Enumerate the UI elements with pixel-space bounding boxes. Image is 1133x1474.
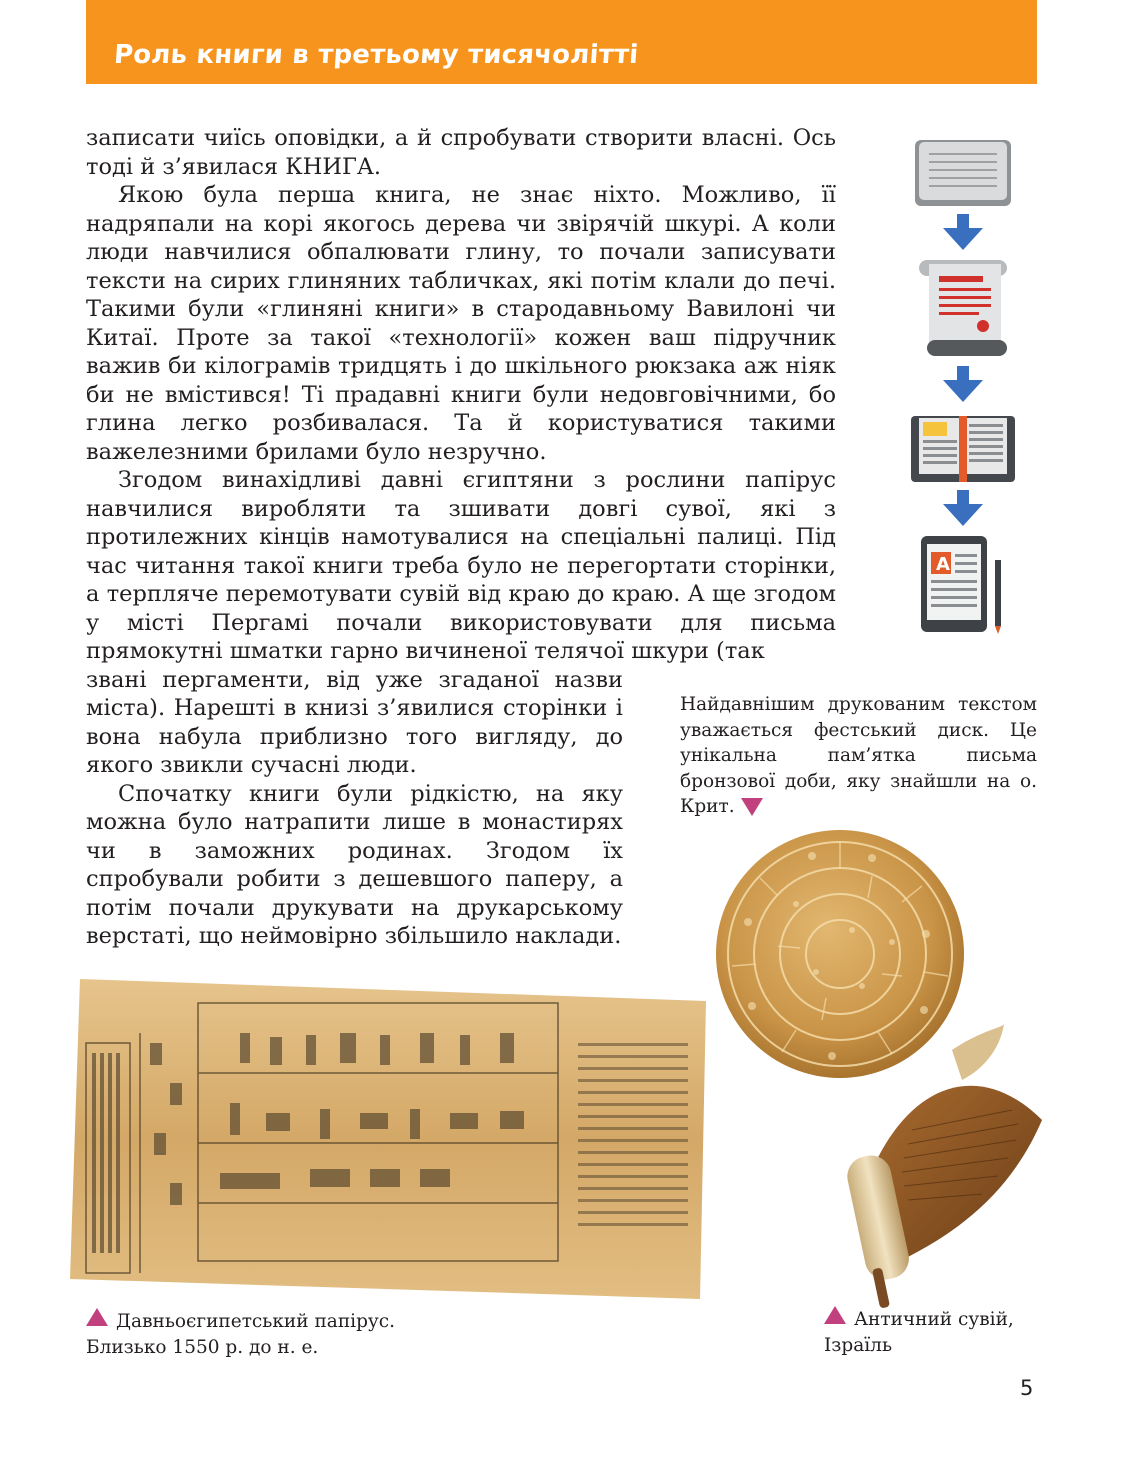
ancient-scroll-image [832,1020,1057,1310]
scroll-caption-line1: Античний сувій, [854,1309,1014,1330]
page-number: 5 [1020,1376,1034,1400]
ereader-icon [921,536,1001,634]
scroll-caption [824,1306,1014,1358]
egyptian-papyrus-image [70,973,706,1303]
chapter-title: Роль книги в третьому тисячолітті [112,40,640,70]
paragraph-1: записати чиїсь оповідки, а й спробувати створити власні. Ось тоді й з’явилася КНИГА. [86,125,836,180]
open-book-icon [911,416,1015,482]
pointer-up-icon [824,1306,846,1324]
papyrus-caption [86,1308,395,1360]
scroll-caption-line2: Ізраїль [824,1334,893,1356]
disk-caption [680,692,1037,820]
paragraph-2: Якою була перша книга, не знає ніхто. Можливо, її надряпали на корі якогось дерева чи звірячій шкурі. А коли люди навчилися обпалювати глину, то почали записувати тексти на сирих глиняних табличках, які потім клали до печі. Такими були «глиняні книги» в стародавньому Вавилоні чи Китаї. Проте за такої «технології» кожен ваш підручник важив би кілограмів тридцять і до шкільного рюкзака аж ніяк би не вмістився! Ті прадавні книги були недовговічними, бо глина легко розбивалася. Та й користуватися такими важелезними брилами було незручно. [86,182,836,465]
scroll-icon [919,260,1007,356]
book-evolution-diagram [905,134,1025,634]
papyrus-caption-line2: Близько 1550 р. до н. е. [86,1336,319,1358]
pointer-down-icon [741,798,763,816]
chapter-header-bar [86,0,1037,84]
arrow-down-icon [943,366,983,402]
disk-caption-text: Найдавнішим друкованим текстом уважається фестський диск. Це унікальна пам’ятка письма бронзової доби, яку знайшли на о. Крит. [680,694,1037,817]
arrow-down-icon [943,490,983,526]
svg-text:A: A [936,554,950,575]
arrow-down-icon [943,214,983,250]
tablet-icon [915,140,1011,206]
paragraph-5: Спочатку книги були рідкістю, на яку можна було натрапити лише в монастирях чи в заможних родинах. Згодом їх спробували робити з дешевшого паперу, а потім почали друкувати на друкарському верстаті, що неймовірно збільшило наклади. [86,780,623,949]
paragraph-4: звані пергаменти, від уже згаданої назви міста). Нарешті в книзі з’явилися сторінки і вона набула приблизно того вигляду, до якого звикли сучасні люди. [86,666,623,778]
pointer-up-icon [86,1308,108,1326]
paragraph-3: Згодом винахідливі давні єгиптяни з рослини папірус навчилися виробляти та зшивати довгі сувої, які з протилежних кінців намотувалися на спеціальні палиці. Під час читання такої книги треба було не перегортати сторінки, а терпляче перемотувати сувій від краю до краю. А ще згодом у місті Пергамі почали використовувати для письма прямокутні шматки гарно вичиненої телячої шкури (так [86,467,836,664]
papyrus-caption-line1: Давньоєгипетський папірус. [116,1311,396,1332]
